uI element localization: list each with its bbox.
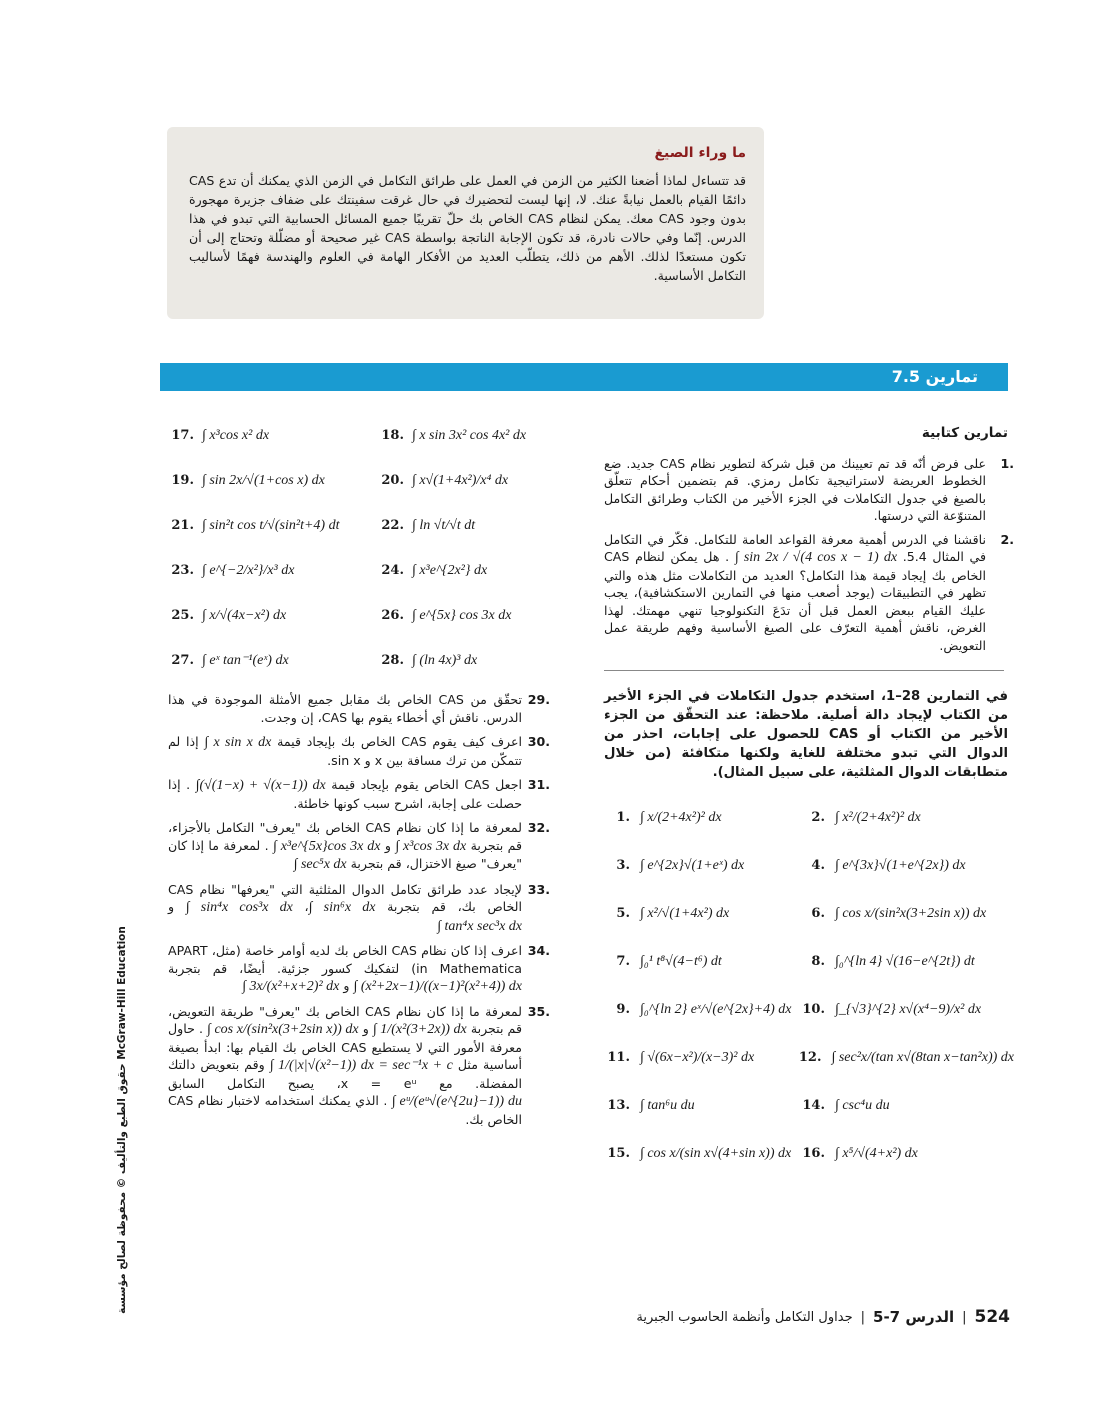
writing-exercise: 2. ناقشنا في الدرس أهمية معرفة القواعد العامة للتكامل. فكّر في التكامل في المثال 5.4. ∫ sin 2x / √(4 cos x − 1) dx . هل يمكن لنظام CAS الخاص بك إيجاد قيمة هذا التكامل؟ العديد من التكاملات مثل هذه والتي تظهر في التطبيقات (يوجد أصعب منها في التمارين الاستكشافية)، يجب عليك القيام ببعض العمل قبل أن تدَعَ التكنولوجيا تنهي مهمتك. لهذا الغرض، ناقش أهمية التعرّف على الصيغ الأساسية وفهم طريقة عمل التعويض.	[604, 531, 1014, 653]
cas-exercise: 29. تحقّق من CAS الخاص بك مقابل جميع الأمثلة الموجودة في هذا الدرس. ناقش أي أخطاء يقوم بها CAS، إن وجدت.	[168, 692, 550, 725]
exercises-banner	[160, 363, 1008, 391]
instructions: في التمارين 28–1، استخدم جدول التكاملات في الجزء الأخير من الكتاب لإيجاد دالة أصلية. ملاحظة: عند التحقّق من الجزء الأخير من الكتاب أو CAS للحصول على إجابات، احذر من الدوال التي تبدو مختلفة للغاية ولكنها متكافئة (من خلال متطابقات الدوال المثلثية، على سبيل المثال).	[604, 689, 1008, 780]
cas-exercise: 32. لمعرفة ما إذا كان نظام CAS الخاص بك "يعرف" التكامل بالأجزاء، قم بتجربة ∫ x³cos 3x dx و ∫ x³e^{5x}cos 3x dx . لمعرفة ما إذا كان "يعرف" صيغ الاختزال، قم بتجربة ∫ sec⁵x dx	[168, 820, 550, 872]
right-column	[604, 425, 1014, 1178]
cas-exercise: 31. اجعل CAS الخاص يقوم بإيجاد قيمة ∫(√(1−x) + √(x−1)) dx . إذا حصلت على إجابة، اشرح سبب كونها خاطئة.	[168, 777, 550, 811]
integral-grid: 17. ∫ x³cos x² dx 18. ∫ x sin 3x² cos 4x² dx 19. ∫ sin 2x/√(1+cos x) dx 20. ∫ x√(1+4x²)/x⁴ dx 21. ∫ sin²t cos t/√(sin²t+4) dt 22. ∫ ln √t/√t dt 23. ∫ e^{−2/x²}/x³ dx 24. ∫ x³e^{2x²} dx 25. ∫ x/√(4x−x²) dx 26. ∫ e^{5x} cos 3x dx 27. ∫ eˣ tan⁻¹(eˣ) dx 28. ∫ (ln 4x)³ dx	[171, 427, 527, 668]
writing-exercise: 1. على فرض أنّه قد تم تعيينك من قبل شركة لتطوير نظام CAS جديد. ضع الخطوط العريضة لاستراتيجية تكامل رمزي. قم بتضمين أحكام تتعلّق بالصيغ في جدول التكاملات في الجزء الأخير من الكتاب وطرائق التكامل المتنوّعة التي درستها.	[604, 455, 1014, 523]
math-expression: ∫ sin 2x / √(4 cos x − 1) dx	[734, 550, 898, 565]
cas-exercise: 30. اعرف كيف يقوم CAS الخاص بك بإيجاد قيمة ∫ x sin x dx إذا لم تتمكّن من ترك مسافة بين x و sin x.	[168, 734, 550, 768]
banner-title: تمارين 7.5	[891, 367, 978, 386]
cas-exercise: 34. اعرف إذا كان نظام CAS الخاص بك لديه أوامر خاصة (مثل، APART in Mathematica) لتفكيك كسور جزئية. أيضًا، قم بتجربة ∫ (x²+2x−1)/((x−1)²(x²+4)) dx و ∫ 3x/(x²+x+2)² dx	[168, 943, 550, 994]
sidebar-box	[167, 127, 764, 319]
cas-exercise: 33. لإيجاد عدد طرائق تكامل الدوال المثلثية التي "يعرفها" نظام CAS الخاص بك، قم بتجربة ∫ sin⁶x dx، ∫ sin⁴x cos³x dx و ∫ tan⁴x sec³x dx	[168, 881, 550, 934]
lesson-number: الدرس 7-5	[873, 1308, 955, 1326]
integral-grid: 1. ∫ x/(2+4x²)² dx 2. ∫ x²/(2+4x²)² dx 3. ∫ e^{2x}√(1+eˣ) dx 4. ∫ e^{3x}√(1+e^{2x}) dx 5. ∫ x²/√(1+4x²) dx 6. ∫ cos x/(sin²x(3+2sin x)) dx 7. ∫₀¹ t⁸√(4−t⁶) dt 8. ∫₀^{ln 4} √(16−e^{2t}) dt 9. ∫₀^{ln 2} eˣ/√(e^{2x}+4) dx 10. ∫_{√3}^{2} x√(x⁴−9)/x² dx 11. ∫ √(6x−x²)/(x−3)² dx 12. ∫ sec²x/(tan x√(8tan x−tan²x)) dx 13. ∫ tan⁶u du 14. ∫ csc⁴u du 15. ∫ cos x/(sin x√(4+sin x)) dx 16. ∫ x⁵/√(4+x²) dx	[607, 810, 1014, 1162]
sidebar-body: قد تتساءل لماذا أضعنا الكثير من الزمن في العمل على طرائق التكامل في الزمن الذي يمكنك أن تدع CAS دائمًا القيام بالعمل نيابةً عنك. لا، إنها ليست لتحضيرك في حال غرقت سفينتك على ضفاف جزيرة مهجورة بدون وجود CAS معك. يمكن لنظام CAS الخاص بك حلّ تقريبًا جميع المسائل الحسابية التي تبدو في هذا الدرس. إنّما وفي حالات نادرة، قد تكون الإجابة الناتجة بواسطة CAS غير صحيحة أو مضلّلة وتحتاج إلى أن تكون مستعدًا لذلك. الأهم من ذلك، يتطلّب العديد من الأفكار الهامة في العلوم والهندسة فهمًا لأساليب التكامل الأساسية.	[189, 173, 746, 283]
left-column	[168, 413, 550, 1135]
copyright-side-text: حقوق الطبع والتأليف © محفوظة لصالح مؤسسة McGraw-Hill Education	[115, 926, 128, 1314]
page-number: 524	[974, 1307, 1010, 1327]
lesson-title: جداول التكامل وأنظمة الحاسوب الجبرية	[636, 1309, 853, 1325]
cas-exercise: 35. لمعرفة ما إذا كان نظام CAS الخاص بك "يعرف" طريقة التعويض، قم بتجربة ∫ 1/(x²(3+2x)) dx و ∫ cos x/(sin²x(3+2sin x)) dx . حاول معرفة الأمور التي لا يستطيع CAS الخاص بك القيام بها: ابدأ بصيغة أساسية مثل ∫ 1/(|x|√(x²−1)) dx = sec⁻¹x + c وقم بتعويض دالتك المفضلة. مع x = eᵘ، يصبح التكامل السابق ∫ eᵘ/(eᵘ√(e^{2u}−1)) du . الذي يمكنك استخدامه لاختبار نظام CAS الخاص بك.	[168, 1003, 550, 1127]
divider	[604, 670, 1004, 671]
page-footer: 524 | الدرس 7-5 | جداول التكامل وأنظمة الحاسوب الجبرية	[636, 1307, 1010, 1327]
writing-heading: تمارين كتابية	[921, 425, 1008, 441]
sidebar-title: ما وراء الصيغ	[654, 145, 746, 161]
